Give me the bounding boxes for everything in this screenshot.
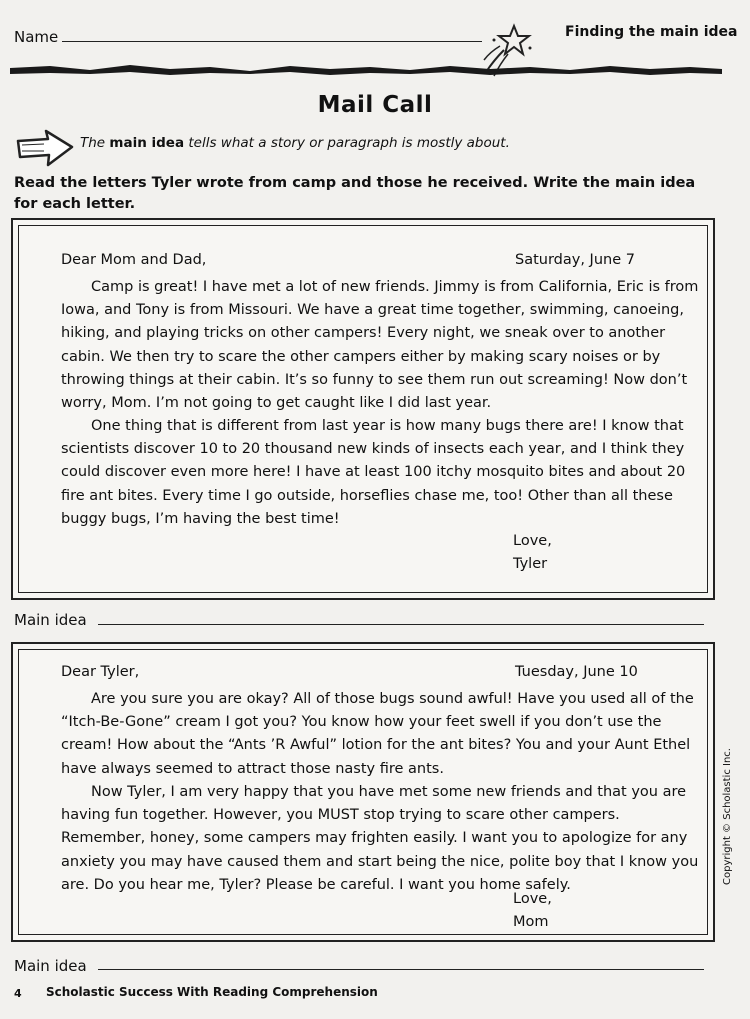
skill-title: Finding the main idea — [565, 24, 738, 40]
directions: Read the letters Tyler wrote from camp and those he received. Write the main idea for each letter. — [14, 175, 696, 212]
letter-paragraph: Camp is great! I have met a lot of new friends. Jimmy is from California, Eric is from Iowa, and Tony is from Missouri. We have a great time together, swimming, canoeing, hiking, and playing tricks on other campers! Every night, we sneak over to another cabin. We then try to scare the other campers either by making scary noises or by throwing things at their cabin. It’s so funny to see them run out screaming! Now don’t worry, Mom. I’m not going to get caught like I did last year. — [61, 279, 699, 412]
book-title: Scholastic Success With Reading Comprehension — [46, 985, 378, 999]
letter-from-tyler — [11, 218, 715, 600]
copyright-notice: Copyright © Scholastic Inc. — [722, 748, 733, 885]
page-number: 4 — [14, 987, 22, 1000]
letter-paragraph: One thing that is different from last year is how many bugs there are! I know that scientists discover 10 to 20 thousand new kinds of insects each year, and I think they could discover even more here! I have at least 100 itchy mosquito bites and about 20 fire ant bites. Every time I go outside, horseflies chase me, too! Other than all these buggy bugs, I’m having the best time! — [61, 418, 686, 527]
main-idea-answer-line[interactable] — [98, 624, 704, 625]
letter-paragraph: Are you sure you are okay? All of those bugs sound awful! Have you used all of the “Itch-Be-Gone” cream I got you? You know how your feet swell if you don’t use the cream! How about the “Ants ’R Awful” lotion for the ant bites? You and your Aunt Ethel have always seemed to attract those nasty fire ants. — [61, 691, 694, 777]
main-idea-label: Main idea — [14, 611, 87, 629]
letter-date: Saturday, June 7 — [515, 252, 635, 268]
main-idea-label: Main idea — [14, 957, 87, 975]
page-title: Mail Call — [317, 92, 433, 118]
header-divider — [10, 58, 722, 80]
letter-closing: Love, — [513, 891, 552, 907]
name-label: Name — [14, 28, 59, 46]
definition-term: main idea — [109, 135, 185, 151]
letter-signature: Mom — [513, 914, 549, 930]
letter-salutation: Dear Mom and Dad, — [61, 252, 207, 268]
letter-salutation: Dear Tyler, — [61, 664, 140, 680]
main-idea-definition: The main idea tells what a story or paragraph is mostly about. — [80, 135, 510, 151]
letter-date: Tuesday, June 10 — [515, 664, 638, 680]
letter-signature: Tyler — [513, 556, 548, 572]
letter-closing: Love, — [513, 533, 552, 549]
arrow-icon — [14, 127, 76, 169]
letter-paragraph: Now Tyler, I am very happy that you have met some new friends and that you are having fun together. However, you MUST stop trying to scare other campers. Remember, honey, some campers may frighten easily. I want you to apologize for any anxiety you may have caused them and start being the nice, polite boy that I know you are. Do you hear me, Tyler? Please be careful. I want you home safely. — [61, 784, 699, 893]
letter-to-tyler — [11, 642, 715, 942]
name-input-line[interactable] — [62, 41, 482, 42]
main-idea-answer-line[interactable] — [98, 969, 704, 970]
